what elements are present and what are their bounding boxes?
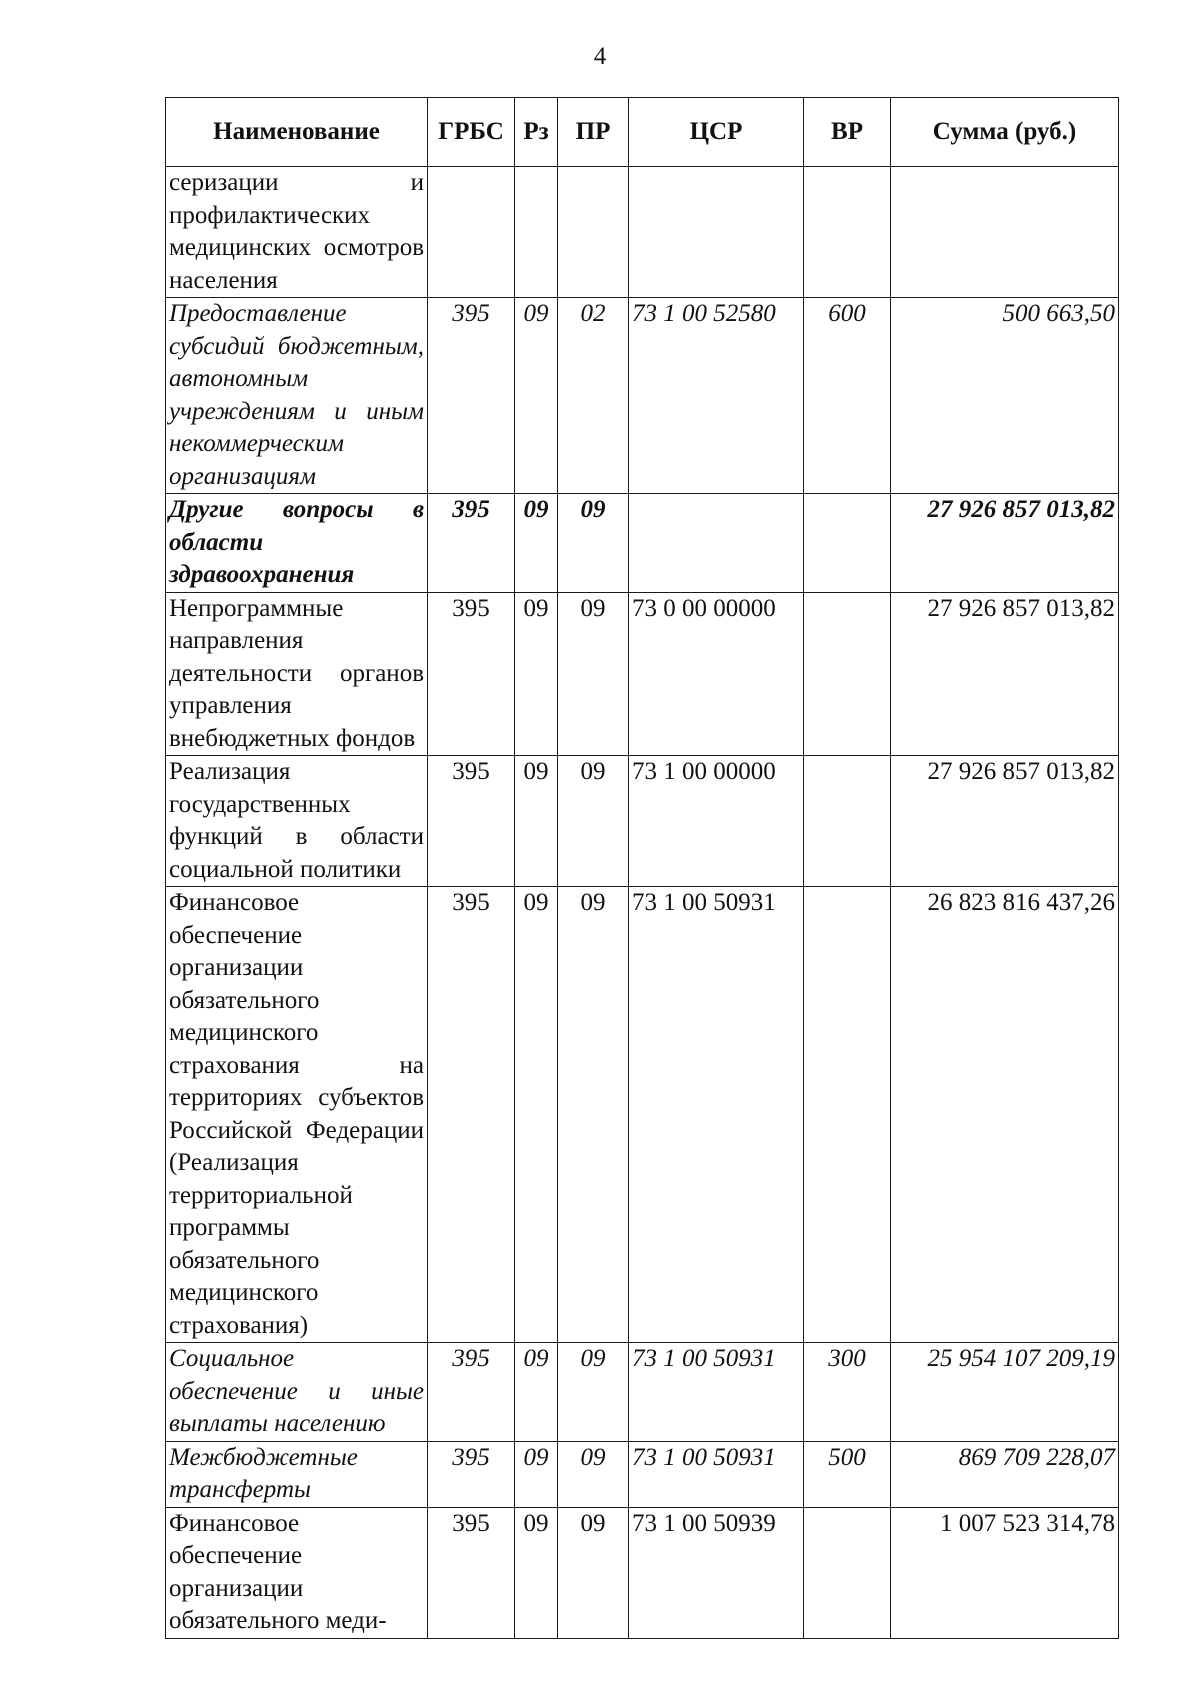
row-pr: 09 [558, 756, 629, 887]
row-csr [629, 167, 804, 298]
table-row [166, 1343, 1119, 1442]
row-grbs: 395 [428, 298, 515, 494]
row-vr [804, 887, 891, 1343]
header-grbs: ГРБС [428, 98, 515, 167]
row-sum: 27 926 857 013,82 [891, 494, 1119, 593]
row-grbs [428, 167, 515, 298]
row-rz: 09 [515, 1441, 558, 1507]
row-csr: 73 1 00 50931 [629, 1343, 804, 1442]
row-vr [804, 1507, 891, 1638]
table-row [166, 1507, 1119, 1638]
table-row [166, 592, 1119, 756]
row-name: Другие вопросы в области здравоохранения [166, 494, 428, 593]
row-pr: 09 [558, 887, 629, 1343]
header-csr: ЦСР [629, 98, 804, 167]
row-grbs: 395 [428, 592, 515, 756]
row-rz [515, 167, 558, 298]
table-row [166, 298, 1119, 494]
row-rz: 09 [515, 887, 558, 1343]
row-sum: 27 926 857 013,82 [891, 756, 1119, 887]
header-pr: ПР [558, 98, 629, 167]
header-sum: Сумма (руб.) [891, 98, 1119, 167]
row-pr [558, 167, 629, 298]
row-pr: 09 [558, 1441, 629, 1507]
row-csr: 73 1 00 52580 [629, 298, 804, 494]
table-row [166, 494, 1119, 593]
row-grbs: 395 [428, 756, 515, 887]
row-sum: 26 823 816 437,26 [891, 887, 1119, 1343]
row-pr: 09 [558, 592, 629, 756]
row-name: Социальное обеспечение и иные выплаты населению [166, 1343, 428, 1442]
row-rz: 09 [515, 592, 558, 756]
row-vr [804, 494, 891, 593]
row-grbs: 395 [428, 887, 515, 1343]
page-number: 4 [593, 43, 607, 70]
row-pr: 02 [558, 298, 629, 494]
row-vr: 600 [804, 298, 891, 494]
row-sum: 1 007 523 314,78 [891, 1507, 1119, 1638]
header-vr: ВР [804, 98, 891, 167]
row-rz: 09 [515, 756, 558, 887]
row-grbs: 395 [428, 1343, 515, 1442]
row-sum: 25 954 107 209,19 [891, 1343, 1119, 1442]
row-pr: 09 [558, 1507, 629, 1638]
row-name: Реализация государственных функций в области социальной политики [166, 756, 428, 887]
row-vr: 500 [804, 1441, 891, 1507]
row-rz: 09 [515, 494, 558, 593]
row-vr [804, 167, 891, 298]
row-name: Финансовое обеспечение организации обязательного меди- [166, 1507, 428, 1638]
row-rz: 09 [515, 1343, 558, 1442]
row-sum: 869 709 228,07 [891, 1441, 1119, 1507]
row-sum: 500 663,50 [891, 298, 1119, 494]
row-rz: 09 [515, 298, 558, 494]
row-csr: 73 1 00 00000 [629, 756, 804, 887]
row-csr: 73 1 00 50939 [629, 1507, 804, 1638]
row-pr: 09 [558, 1343, 629, 1442]
row-pr: 09 [558, 494, 629, 593]
header-row [166, 98, 1119, 167]
row-grbs: 395 [428, 1441, 515, 1507]
row-vr [804, 592, 891, 756]
row-csr: 73 1 00 50931 [629, 1441, 804, 1507]
table-row [166, 167, 1119, 298]
table-row [166, 756, 1119, 887]
row-vr: 300 [804, 1343, 891, 1442]
row-csr [629, 494, 804, 593]
row-vr [804, 756, 891, 887]
table-row [166, 887, 1119, 1343]
row-name: Межбюджетные трансферты [166, 1441, 428, 1507]
row-sum [891, 167, 1119, 298]
row-grbs: 395 [428, 494, 515, 593]
table-row [166, 1441, 1119, 1507]
row-grbs: 395 [428, 1507, 515, 1638]
row-name: серизации и профилактических медицинских осмотров населения [166, 167, 428, 298]
row-name: Предоставление субсидий бюджетным, автономным учреждениям и иным некоммерческим организациям [166, 298, 428, 494]
header-name: Наименование [166, 98, 428, 167]
row-csr: 73 1 00 50931 [629, 887, 804, 1343]
row-name: Финансовое обеспечение организации обязательного медицинского страхования на территориях субъектов Российской Федерации (Реализация территориальной программы обязательного медицинского страхования) [166, 887, 428, 1343]
header-rz: Рз [515, 98, 558, 167]
row-sum: 27 926 857 013,82 [891, 592, 1119, 756]
row-rz: 09 [515, 1507, 558, 1638]
budget-table [165, 97, 1119, 1639]
row-name: Непрограммные направления деятельности органов управления внебюджетных фондов [166, 592, 428, 756]
row-csr: 73 0 00 00000 [629, 592, 804, 756]
